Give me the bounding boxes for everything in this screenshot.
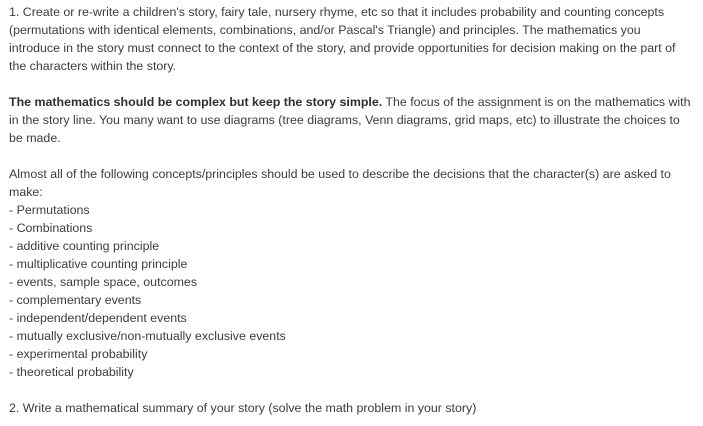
concept-item-independent-dependent: - independent/dependent events <box>9 311 187 325</box>
concept-item-combinations: - Combinations <box>9 221 93 235</box>
emphasis-rest-text: The focus of the assignment is on the mathematics with in the story line. You many want to use diagrams (tree diagrams, Venn diagrams, grid maps, etc) to illustrate the choices to be made. <box>9 95 691 145</box>
concept-item-complementary-events: - complementary events <box>9 293 142 307</box>
emphasis-paragraph <box>9 93 693 147</box>
concepts-list <box>9 201 693 381</box>
concept-item-additive-counting: - additive counting principle <box>9 239 160 253</box>
instruction-item-1: 1. Create or re-write a children's story, fairy tale, nursery rhyme, etc so that it includes probability and counting concepts (permutations with identical elements, combinations, and/or Pascal's Triangle) and principles. The mathematics you introduce in the story must connect to the context of the story, and provide opportunities for decision making on the part of the characters within the story. <box>9 5 676 73</box>
emphasis-bold-text: The mathematics should be complex but keep the story simple. <box>9 95 383 109</box>
concepts-intro: Almost all of the following concepts/principles should be used to describe the decisions that the character(s) are asked to make: <box>9 167 671 199</box>
concept-item-multiplicative-counting: - multiplicative counting principle <box>9 257 188 271</box>
concept-item-permutations: - Permutations <box>9 203 90 217</box>
instruction-item-2: 2. Write a mathematical summary of your story (solve the math problem in your story) <box>9 401 477 415</box>
concepts-section <box>9 165 693 381</box>
concept-item-experimental-probability: - experimental probability <box>9 347 148 361</box>
concept-item-mutually-exclusive: - mutually exclusive/non-mutually exclusive events <box>9 329 286 343</box>
concept-item-events: - events, sample space, outcomes <box>9 275 198 289</box>
concept-item-theoretical-probability: - theoretical probability <box>9 365 134 379</box>
